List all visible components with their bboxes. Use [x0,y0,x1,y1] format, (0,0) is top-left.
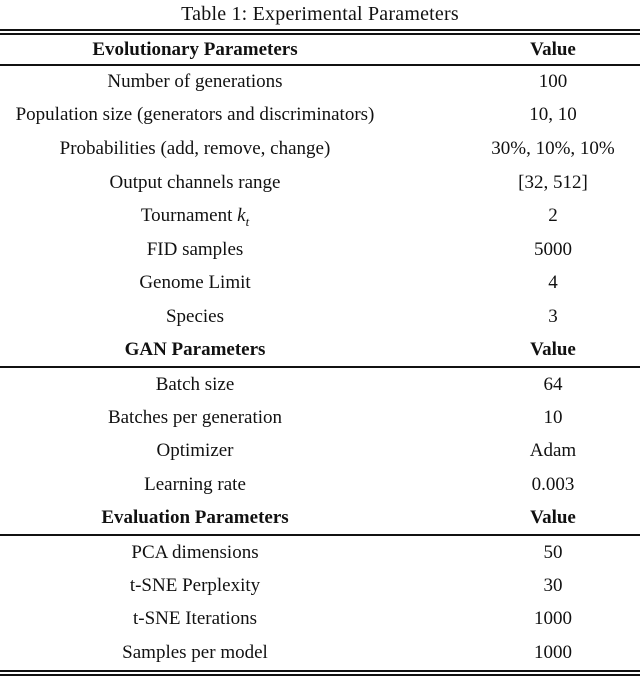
table-row [0,65,640,99]
table-row [0,166,640,200]
parameter-value-cell: 1000 [534,641,572,663]
section-header-label: GAN Parameters [0,334,390,368]
parameter-name-cell: Tournament $k_t$ [140,205,250,229]
table-row [0,267,640,301]
parameter-value-cell: 30 [543,574,563,596]
table-row [0,300,640,334]
parameters-table-body [0,35,640,670]
parameter-value-cell: 30%, 10%, 10% [491,137,615,159]
parameter-value-cell: 0.003 [531,473,575,495]
table-row [0,199,640,233]
table-row [0,435,640,469]
table-row [0,636,640,670]
parameter-name-cell: Genome Limit [139,272,251,294]
parameter-value-cell: 10 [543,406,563,428]
table-row [0,132,640,166]
section-header-label: Evolutionary Parameters [0,35,390,65]
section-header-value-label: Value [390,35,640,65]
parameter-value-cell: 5000 [534,238,572,260]
table-row [0,569,640,603]
section-header-value-label: Value [390,334,640,368]
parameter-value-cell: 100 [538,71,568,93]
section-header-value-label: Value [390,502,640,536]
parameter-value-cell: 4 [548,272,558,294]
bottom-double-rule [0,670,640,676]
table-row [0,603,640,637]
parameter-value-cell: Adam [529,440,577,462]
parameter-name-cell: Probabilities (add, remove, change) [59,137,331,159]
table-row [0,233,640,267]
table-row [0,367,640,401]
parameters-table [0,35,640,670]
parameter-name-cell: Output channels range [109,171,281,193]
table-row [0,99,640,133]
parameter-name-cell: Samples per model [122,641,268,663]
table-row [0,468,640,502]
parameter-name-cell: t-SNE Perplexity [129,574,261,596]
parameter-name-cell: FID samples [146,238,244,260]
parameter-name-cell: Batch size [155,373,235,395]
parameter-name-cell: Batches per generation [107,406,283,428]
table-row [0,401,640,435]
section-header-row [0,502,640,536]
parameter-name-cell: t-SNE Iterations [132,608,257,630]
section-header-label: Evaluation Parameters [0,502,390,536]
parameter-name-cell: Population size (generators and discriminators) [15,104,375,126]
section-header-row [0,334,640,368]
parameter-name-cell: Learning rate [144,473,246,495]
parameter-value-cell: 3 [548,305,558,327]
parameter-name-cell: Species [165,305,225,327]
table-row [0,535,640,569]
parameter-value-cell: 64 [543,373,563,395]
parameter-value-cell: 50 [543,541,563,563]
parameter-name-cell: PCA dimensions [131,541,259,563]
parameter-name-cell: Optimizer [156,440,234,462]
parameter-value-cell: [32, 512] [518,171,588,193]
parameter-value-cell: 1000 [534,608,572,630]
parameter-value-cell: 10, 10 [529,104,577,126]
table-caption: Table 1: Experimental Parameters [181,3,459,25]
section-header-row [0,35,640,65]
parameter-value-cell: 2 [548,205,558,227]
parameter-name-cell: Number of generations [107,71,283,93]
